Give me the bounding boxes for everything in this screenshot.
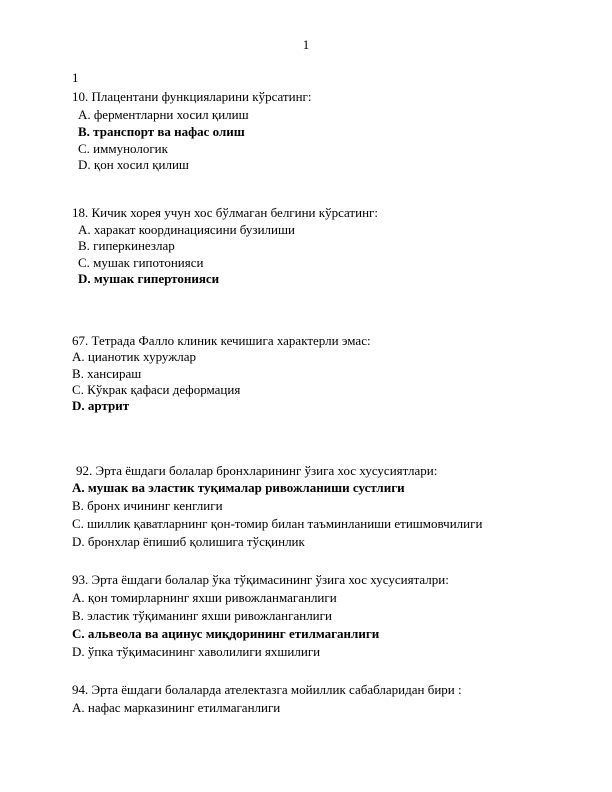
question-18-option-d-correct: D. мушак гипертонияси	[78, 271, 220, 286]
question-92-option-d: D. бронхлар ёпишиб қолишига тўсқинлик	[72, 534, 305, 549]
question-92-option-b: В. бронх ичининг кенглиги	[72, 498, 223, 513]
question-10-option-b-correct: В. транспорт ва нафас олиш	[78, 124, 245, 139]
question-92-option-a-correct: А. мушак ва эластик туқималар ривожланиши сустлиги	[72, 480, 405, 495]
question-93-option-b: В. эластик тўқиманинг яхши ривожланганлиги	[72, 608, 332, 623]
question-18-option-c: С. мушак гипотонияси	[78, 255, 204, 270]
question-18-option-b: В. гиперкинезлар	[78, 238, 175, 253]
question-93-option-c-correct: С. альвеола ва ацинус миқдорининг етилмаганлиги	[72, 626, 380, 641]
question-94: 94. Эрта ёшдаги болаларда ателектазга мойиллик сабабларидан бири :	[72, 682, 462, 697]
question-93-option-d: D. ўпка тўқимасининг хаволилиги яхшилиги	[72, 644, 321, 659]
question-67-option-b: В. хансираш	[72, 366, 142, 381]
question-93-option-a: А. қон томирларнинг яхши ривожланмаганлиги	[72, 590, 337, 605]
question-67: 67. Тетрада Фалло клиник кечишига характерли эмас:	[72, 333, 371, 348]
question-18-option-a: А. харакат координациясини бузилиши	[78, 222, 295, 237]
question-10: 10. Плацентани функцияларини кўрсатинг:	[72, 89, 312, 104]
question-94-option-a: А. нафас марказининг етилмаганлиги	[72, 700, 281, 715]
question-67-option-c: С. Кўкрак қафаси деформация	[72, 382, 241, 397]
page-number: 1	[302, 37, 310, 52]
section-number: 1	[72, 70, 79, 85]
question-92-option-c: С. шиллик қаватларнинг қон-томир билан таъминланиши етишмовчилиги	[72, 516, 483, 531]
question-10-option-c: С. иммунологик	[78, 141, 168, 156]
question-10-option-a: А. ферментларни хосил қилиш	[78, 107, 249, 122]
question-10-option-d: D. қон хосил қилиш	[78, 157, 189, 172]
question-67-option-a: А. цианотик хуружлар	[72, 349, 196, 364]
question-67-option-d-correct: D. артрит	[72, 398, 130, 413]
question-18: 18. Кичик хорея учун хос бўлмаган белгини кўрсатинг:	[72, 205, 378, 220]
question-92: 92. Эрта ёшдаги болалар бронхларининг ўзига хос хусусиятлари:	[76, 463, 438, 478]
question-93: 93. Эрта ёшдаги болалар ўка тўқимасининг ўзига хос хусусияталри:	[72, 572, 449, 587]
